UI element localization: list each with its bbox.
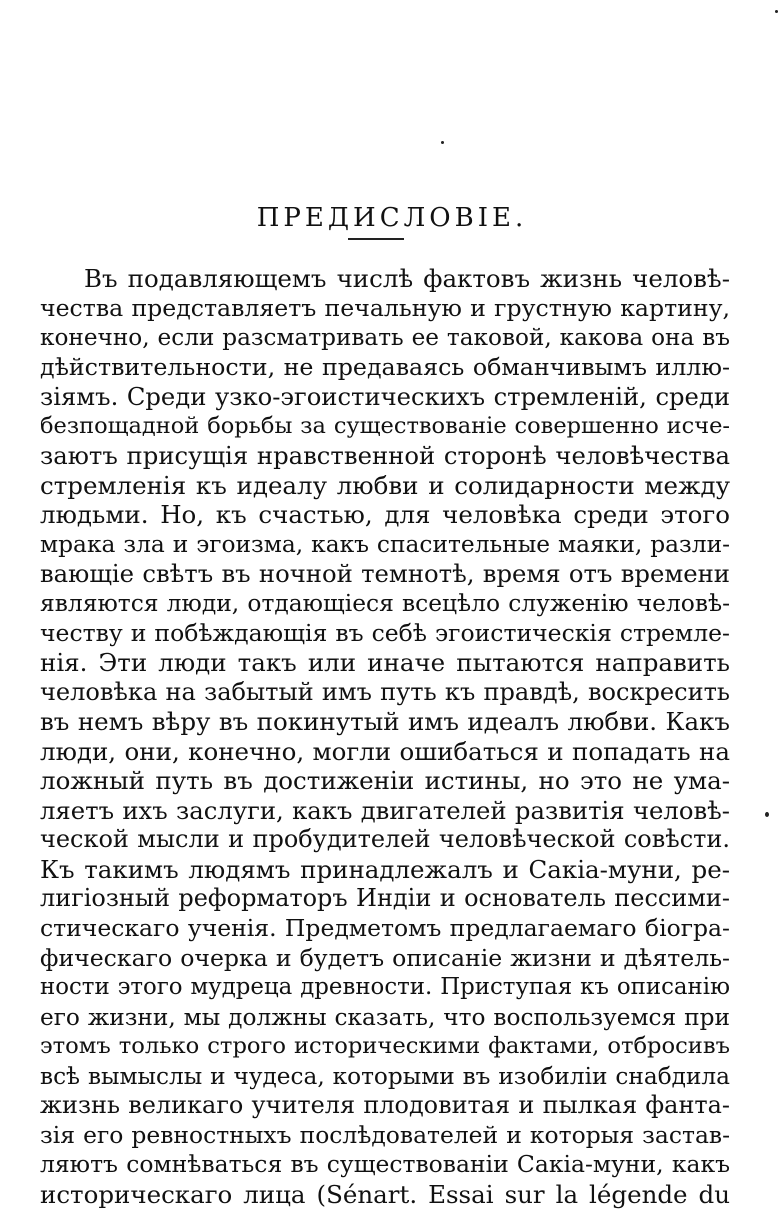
speck-mark <box>441 141 444 144</box>
speck-mark <box>775 10 778 13</box>
text-line: заютъ присущія нравственной сторонѣ человѣчества <box>40 441 730 471</box>
text-line: конечно, если разсматривать ее таковой, какова она въ <box>40 324 730 352</box>
text-line: Къ такимъ людямъ принадлежалъ и Сакіа-муни, ре- <box>40 854 730 884</box>
text-line: зіямъ. Среди узко-эгоистическихъ стремленій, среди <box>40 382 730 412</box>
text-line: зія его ревностныхъ послѣдователей и которыя застав- <box>40 1120 730 1149</box>
text-line: историческаго лица (Sénart. Essai sur la légende du <box>40 1179 730 1209</box>
text-line: мрака зла и эгоизма, какъ спасительные маяки, разли- <box>40 530 730 558</box>
text-line: ности этого мудреца древности. Приступая къ описанію <box>40 974 730 1001</box>
text-line: чества представляетъ печальную и грустную картину, <box>40 293 730 322</box>
text-line: ческой мысли и пробудителей человѣческой совѣсти. <box>40 825 730 854</box>
text-line: стремленія къ идеалу любви и солидарности между <box>40 470 730 500</box>
body-paragraph <box>40 264 730 1210</box>
text-line: нія. Эти люди такъ или иначе пытаются направить <box>40 648 730 678</box>
text-line: ложный путь въ достиженіи истины, но это не ума- <box>40 766 730 796</box>
text-line: этомъ только строго историческими фактами, отбросивъ <box>40 1033 730 1060</box>
text-line: Въ подавляющемъ числѣ фактовъ жизнь человѣ- <box>84 264 730 293</box>
text-line: вающіе свѣтъ въ ночной темнотѣ, время отъ времени <box>40 559 730 589</box>
text-line: фическаго очерка и будетъ описаніе жизни и дѣятель- <box>40 943 730 972</box>
page-title: ПРЕДИСЛОВІЕ. <box>256 203 528 234</box>
text-line: являются люди, отдающіеся всецѣло служенію человѣ- <box>40 589 730 618</box>
text-line: человѣка на забытый имъ путь къ правдѣ, воскресить <box>40 677 730 706</box>
text-line: ляютъ сомнѣваться въ существованіи Сакіа-муни, какъ <box>40 1150 730 1179</box>
text-line: его жизни, мы должны сказать, что воспользуемся при <box>40 1003 730 1031</box>
text-line: люди, они, конечно, могли ошибаться и попадать на <box>40 736 730 766</box>
text-line: безпощадной борьбы за существованіе совершенно исче- <box>40 412 730 439</box>
text-line: всѣ вымыслы и чудеса, которыми въ изобиліи снабдила <box>40 1062 730 1090</box>
text-line: ляетъ ихъ заслуги, какъ двигателей развитія человѣ- <box>40 795 730 825</box>
speck-mark <box>765 812 769 817</box>
text-line: честву и побѣждающія въ себѣ эгоистическія стремле- <box>40 618 730 647</box>
title-divider <box>348 238 404 240</box>
text-line: стическаго ученія. Предметомъ предлагаемаго біогра- <box>40 914 730 943</box>
text-line: людьми. Но, къ счастью, для человѣка среди этого <box>40 500 730 530</box>
text-line: въ немъ вѣру въ покинутый имъ идеалъ любви. Какъ <box>40 707 730 737</box>
text-line: жизнь великаго учителя плодовитая и пылкая фанта- <box>40 1091 730 1120</box>
text-line: дѣйствительности, не предаваясь обманчивымъ иллю- <box>40 352 730 381</box>
text-line: лигіозный реформаторъ Индіи и основатель пессими- <box>40 884 730 913</box>
